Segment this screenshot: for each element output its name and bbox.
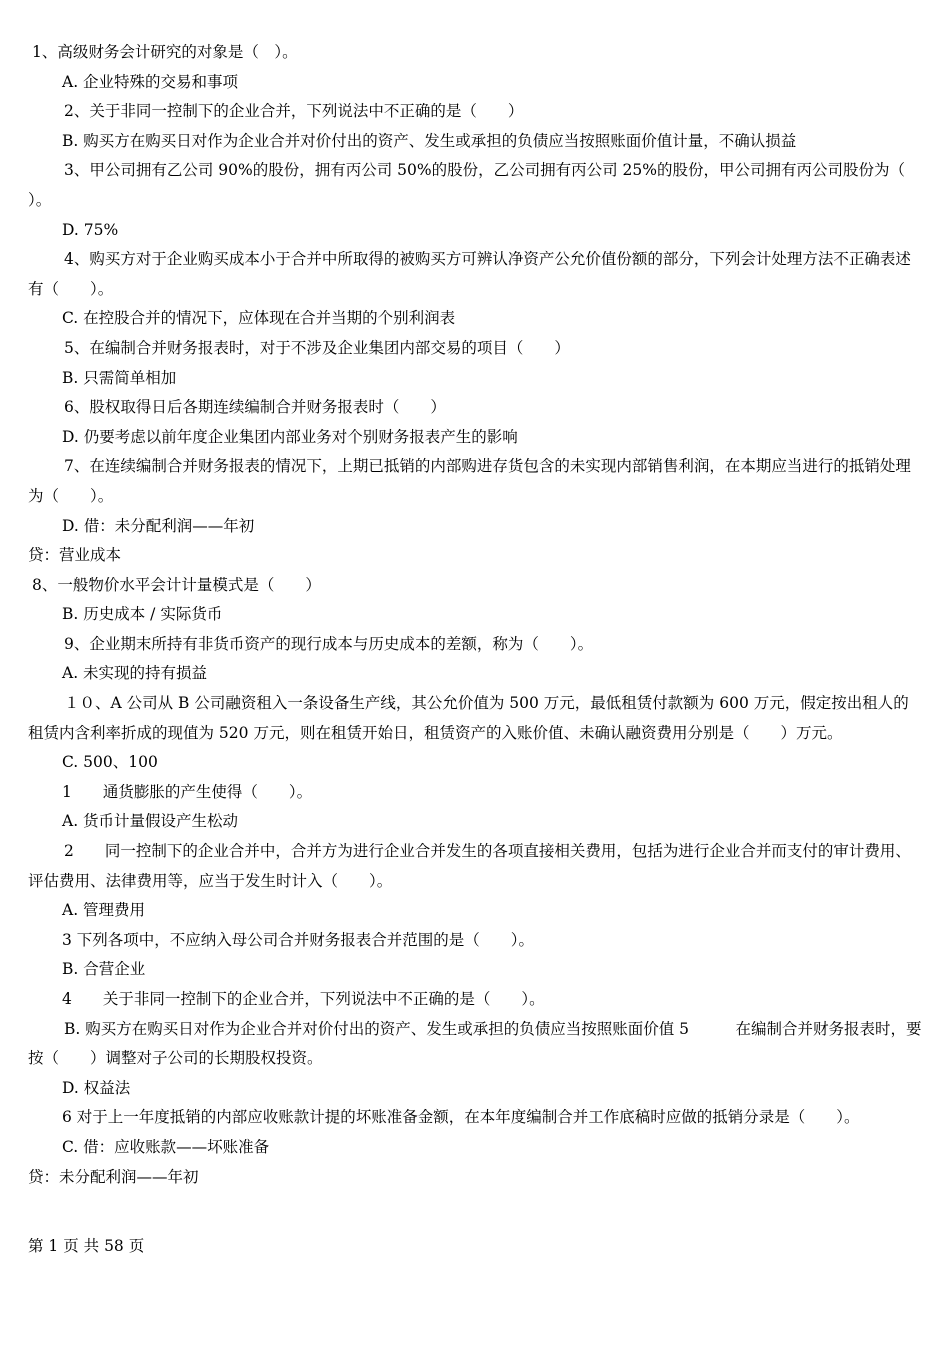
text-line: D. 借：未分配利润——年初 <box>62 516 255 535</box>
text-line: D. 权益法 <box>62 1078 131 1097</box>
text-line: 7、在连续编制合并财务报表的情况下，上期已抵销的内部购进存货包含的未实现内部销售利润，在本期应当进行的抵销处理为（ ）。 <box>28 457 911 505</box>
text-line: B. 合营企业 <box>62 960 146 979</box>
text-line: 5、在编制合并财务报表时，对于不涉及企业集团内部交易的项目（ ） <box>64 338 570 357</box>
text-line: 6、股权取得日后各期连续编制合并财务报表时（ ） <box>64 398 446 417</box>
document-body <box>28 38 937 1192</box>
text-line: 9、企业期末所持有非货币资产的现行成本与历史成本的差额，称为（ ）。 <box>64 634 594 653</box>
text-line: C. 500、100 <box>62 753 158 772</box>
text-line: D. 75% <box>62 220 119 239</box>
text-line: B. 购买方在购买日对作为企业合并对价付出的资产、发生或承担的负债应当按照账面价值计量，不确认损益 <box>62 131 797 150</box>
text-line: 6 对于上一年度抵销的内部应收账款计提的坏账准备金额，在本年度编制合并工作底稿时应做的抵销分录是（ ）。 <box>62 1108 860 1127</box>
text-line: B. 购买方在购买日对作为企业合并对价付出的资产、发生或承担的负债应当按照账面价值 5 在编制合并财务报表时，要按（ ）调整对子公司的长期股权投资。 <box>28 1019 922 1068</box>
text-line: 贷：营业成本 <box>28 546 122 565</box>
text-line: D. 仍要考虑以前年度企业集团内部业务对个别财务报表产生的影响 <box>62 427 518 446</box>
text-line: 1、高级财务会计研究的对象是（ ）。 <box>32 43 298 61</box>
text-line: B. 只需简单相加 <box>62 368 177 387</box>
text-line: C. 借：应收账款——坏账准备 <box>62 1137 270 1156</box>
text-line: A. 未实现的持有损益 <box>62 664 208 683</box>
text-line: B. 历史成本 / 实际货币 <box>62 605 223 624</box>
text-line: A. 管理费用 <box>62 901 146 920</box>
page-footer: 第 1 页 共 58 页 <box>28 1237 145 1255</box>
text-line: 1 通货膨胀的产生使得（ ）。 <box>62 782 313 801</box>
text-line: 贷：未分配利润——年初 <box>28 1167 199 1186</box>
text-line: 3 下列各项中，不应纳入母公司合并财务报表合并范围的是（ ）。 <box>62 930 535 949</box>
text-line: 4、购买方对于企业购买成本小于合并中所取得的被购买方可辨认净资产公允价值份额的部分，下列会计处理方法不正确表述有（ ）。 <box>28 250 911 298</box>
text-line: 8、一般物价水平会计计量模式是（ ） <box>32 575 321 594</box>
text-line: １０、A 公司从 B 公司融资租入一条设备生产线，其公允价值为 500 万元，最低租赁付款额为 600 万元，假定按出租人的租赁内含利率折成的现值为 520 万元，则在租赁开始日，租赁资产的入账价值、未确认融资费用分别是（ ）万元。 <box>28 694 909 742</box>
text-line: C. 在控股合并的情况下，应体现在合并当期的个别利润表 <box>62 309 456 328</box>
text-line: 4 关于非同一控制下的企业合并，下列说法中不正确的是（ ）。 <box>62 990 545 1008</box>
text-line: A. 企业特殊的交易和事项 <box>62 72 239 91</box>
text-line: 2 同一控制下的企业合并中，合并方为进行企业合并发生的各项直接相关费用，包括为进行企业合并而支付的审计费用、评估费用、法律费用等，应当于发生时计入（ ）。 <box>28 842 911 890</box>
text-line: 2、关于非同一控制下的企业合并，下列说法中不正确的是（ ） <box>64 102 524 121</box>
text-line: 3、甲公司拥有乙公司 90%的股份，拥有丙公司 50%的股份，乙公司拥有丙公司 25%的股份，甲公司拥有丙公司股份为（ ）。 <box>28 161 937 209</box>
text-line: A. 货币计量假设产生松动 <box>62 812 239 831</box>
